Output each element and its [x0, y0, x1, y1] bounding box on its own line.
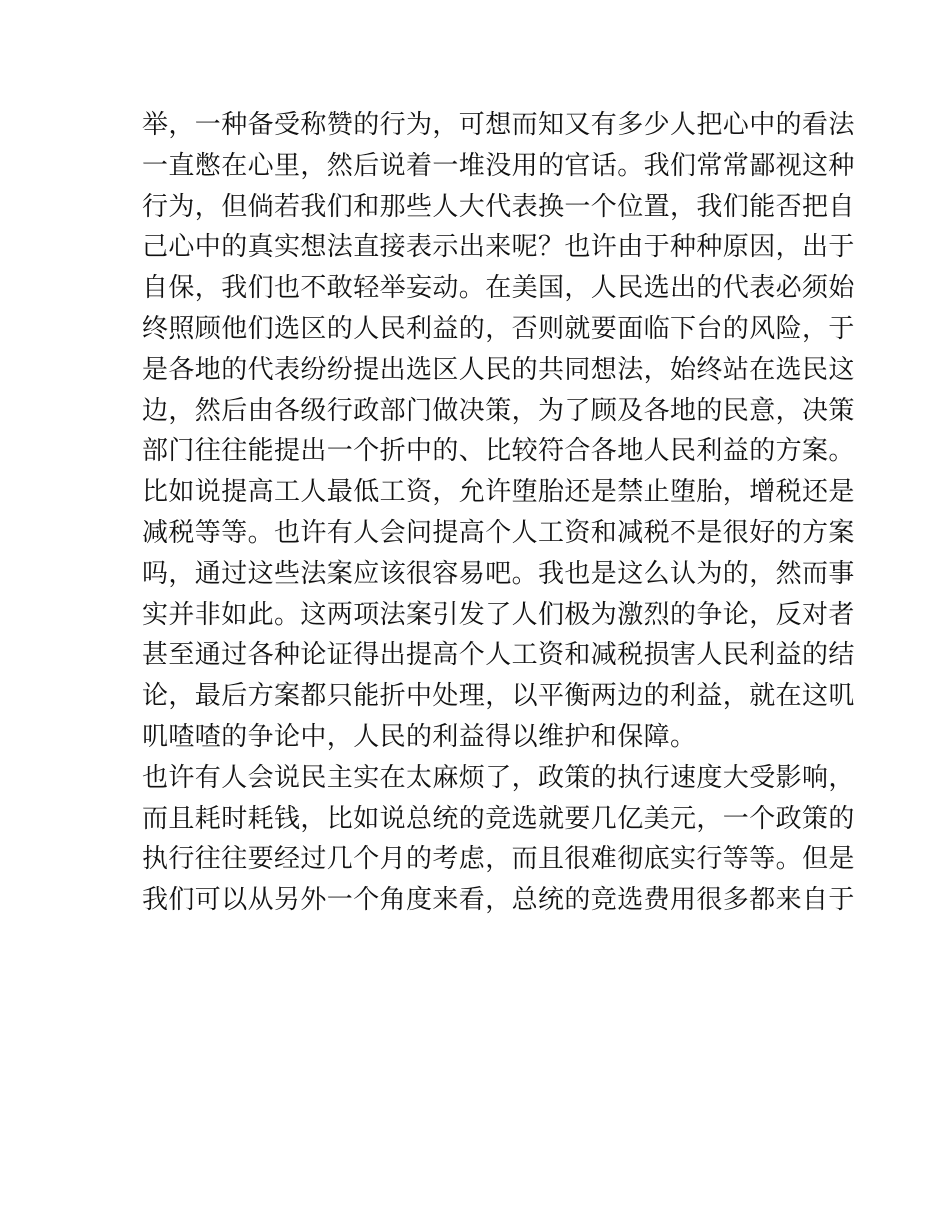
body-text: [142, 105, 855, 921]
text-line: 我们可以从另外一个角度来看，总统的竞选费用很多都来自于: [142, 885, 855, 916]
text-line: 叽喳喳的争论中，人民的利益得以维护和保障。: [142, 721, 697, 752]
text-line: 终照顾他们选区的人民利益的，否则就要面临下台的风险，于: [142, 313, 855, 344]
text-line: 是各地的代表纷纷提出选区人民的共同想法，始终站在选民这: [142, 354, 855, 385]
text-line: 甚至通过各种论证得出提高个人工资和减税损害人民利益的结: [142, 640, 855, 671]
text-line: 论，最后方案都只能折中处理，以平衡两边的利益，就在这叽: [142, 681, 855, 712]
text-line: 举，一种备受称赞的行为，可想而知又有多少人把心中的看法: [142, 110, 855, 140]
text-line: 行为，但倘若我们和那些人大代表换一个位置，我们能否把自: [142, 191, 855, 222]
text-line: 自保，我们也不敢轻举妄动。在美国，人民选出的代表必须始: [142, 273, 855, 304]
text-line: 也许有人会说民主实在太麻烦了，政策的执行速度大受影响，: [142, 762, 855, 793]
text-line: 而且耗时耗钱，比如说总统的竞选就要几亿美元，一个政策的: [142, 803, 855, 834]
text-line: 己心中的真实想法直接表示出来呢？也许由于种种原因，出于: [142, 232, 855, 263]
text-line: 部门往往能提出一个折中的、比较符合各地人民利益的方案。: [142, 436, 855, 467]
text-line: 吗，通过这些法案应该很容易吧。我也是这么认为的，然而事: [142, 558, 855, 589]
text-line: 实并非如此。这两项法案引发了人们极为激烈的争论，反对者: [142, 599, 855, 630]
text-line: 边，然后由各级行政部门做决策，为了顾及各地的民意，决策: [142, 395, 855, 426]
text-line: 执行往往要经过几个月的考虑，而且很难彻底实行等等。但是: [142, 844, 855, 875]
text-line: 减税等等。也许有人会问提高个人工资和减税不是很好的方案: [142, 517, 855, 548]
text-line: 比如说提高工人最低工资，允许堕胎还是禁止堕胎，增税还是: [142, 477, 855, 508]
text-line: 一直憋在心里，然后说着一堆没用的官话。我们常常鄙视这种: [142, 150, 855, 181]
